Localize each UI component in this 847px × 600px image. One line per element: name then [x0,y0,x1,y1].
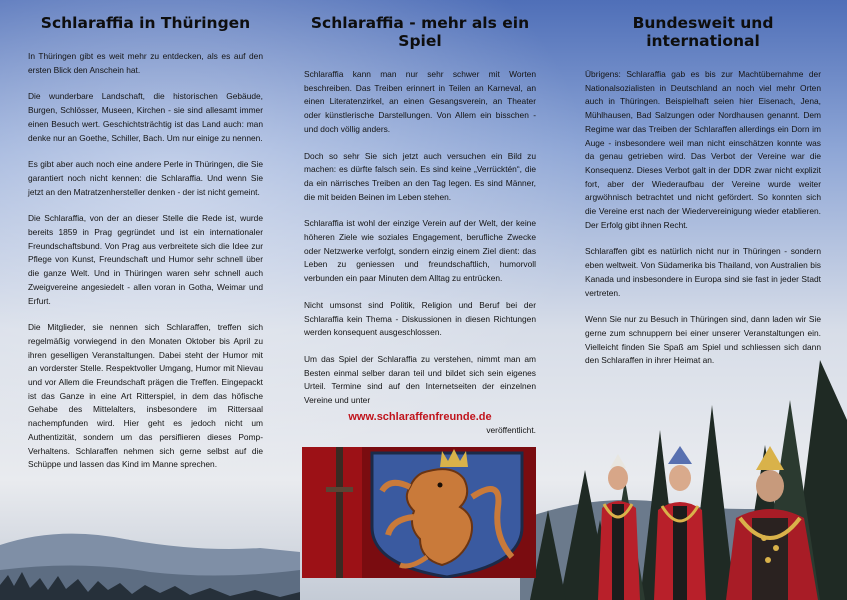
paragraph: Schlaraffia ist wohl der einzige Verein auf der Welt, der keine höheren Ziele wie soziales Engagement, berufliche Zwecke oder Netzwerke verfolgt, sondern einzig einem Ziel dient: das Leben zu geniessen und freundschaftlich, humorvoll verbunden ein paar Minuten dem Alltag zu entrücken. [304,218,536,284]
column-international [585,14,821,381]
paragraph: Es gibt aber auch noch eine andere Perle in Thüringen, die Sie garantiert noch nicht kennen: die Schlaraffia. Und wenn Sie jetzt an den Matratzenhersteller denken - der ist nicht gemeint. [28,159,263,197]
website-link[interactable]: www.schlaraffenfreunde.de [348,410,492,423]
schlaraffen-photo [596,438,847,600]
column-mehr-als-spiel [304,14,536,437]
paragraph: Um das Spiel der Schlaraffia zu verstehen, nimmt man am Besten einmal selber daran teil und bildet sich sein eigenes Urteil. Termine sind auf den Internetseiten der einzelnen Vereine und unter [304,353,536,406]
paragraph: Die Schlaraffia, von der an dieser Stelle die Rede ist, wurde bereits 1859 in Prag gegründet und ist ein internationaler Freundschaftsbund. Von Prag aus verbreitete sich die Idee zur Pflege von Kunst, Freundschaft und Humor sehr schnell über die ganze Welt. Und in Thüringen waren sehr schnell auch Zweigvereine angesiedelt - allen voran in Gotha, Weimar und Erfurt. [28,213,263,306]
paragraph: Schlaraffen gibt es natürlich nicht nur in Thüringen - sondern eben weltweit. Von Südamerika bis Thailand, von Australien bis Kanada und insbesondere in Europa sind sie fast in jeder Stadt vertreten. [585,246,821,298]
heading-thueringen: Schlaraffia in Thüringen [40,14,251,32]
heading-international: Bundesweit und international [632,14,774,50]
paragraph: Übrigens: Schlaraffia gab es bis zur Machtübernahme der Nationalsozialisten in Deutschland an noch viel mehr Orten auch in Thüringen. Beispielhaft seien hier Eisenach, Jena, Mühlhausen, Bad Salzungen oder Nordhausen genannt. Dem Regime war das Treiben der Schlaraffen allerdings ein Dorn im Auge - insbesondere weil man nicht einschätzen konnte was da genau getrieben wird. Das Verbot der Vereine war die Konsequenz. Dieses Verbot galt in der DDR zwar nicht explizit fort, aber der Wiederaufbau der Vereine wurde weiter argwöhnisch betrachtet und nicht gefördert. So konnten sich die Vereine erst nach der Wiedervereinigung wieder etablieren. Der Erfolg gibt ihnen Recht. [585,69,821,230]
crest-photo [302,447,536,578]
paragraph: Nicht umsonst sind Politik, Religion und Beruf bei der Schlaraffia kein Thema - Diskussionen in diesen Richtungen werden konsequent ausgeschlossen. [304,299,536,338]
heading-mehr-als-spiel: Schlaraffia - mehr als ein Spiel [310,14,530,50]
column-thueringen [28,14,263,485]
paragraph: Schlaraffia kann man nur sehr schwer mit Worten beschreiben. Das Treiben erinnert in Teilen an Karneval, an einen Literatenzirkel, an einen Gesangsverein, an Theater oder künstlerische Darstellungen. Von Allem ein bisschen - und doch völlig anders. [304,69,536,134]
paragraph: Wenn Sie nur zu Besuch in Thüringen sind, dann laden wir Sie gerne zum schnuppern bei einer unserer Veranstaltungen ein. Vielleicht finden Sie Spaß am Spiel und schliessen sich dann den Schlaraffen in ihrer Heimat an. [585,314,821,366]
published-text: veröffentlicht. [486,424,536,435]
paragraph: In Thüringen gibt es weit mehr zu entdecken, als es auf den ersten Blick den Anschein hat. [28,51,263,75]
paragraph: Doch so sehr Sie sich jetzt auch versuchen ein Bild zu machen: es dürfte falsch sein. Es sind keine „Verrücktén“, die da ein närrisches Treiben an den Tag legen. Es sind Männer, die mit beiden Beinen im Leben stehen. [304,150,536,202]
paragraph: Die Mitglieder, sie nennen sich Schlaraffen, treffen sich regelmäßig vorwiegend in den Monaten Oktober bis April zu ihren geselligen Veranstaltungen. Dabei steht der Humor mit an vorderster Stelle. Respektvoller Umgang, Humor mit Nievau und vor Allem die Freundschaft prägen die Treffen. Eingepackt ist das Ganze in eine Art Ritterspiel, in dem das höfische Gehabe des Mittelalters, insbesondere im Rittersaal nachempfunden wird. Hier geht es jedoch nicht um Authentizität, sondern um das persiflieren dieses Pomp-Verhaltens. Schlaraffen nehmen sich gerne selbst auf die Schüppe und lassen das Kind im Manne sprechen. [28,322,263,470]
paragraph: Die wunderbare Landschaft, die historischen Gebäude, Burgen, Schlösser, Museen, Kirchen - sie sind allesamt immer einen Besuch wert. Geschichtsträchtig ist das Land auch: man denke nur an Goethe, Schiller, Bach. Um nur einige zu nennen. [28,91,263,143]
